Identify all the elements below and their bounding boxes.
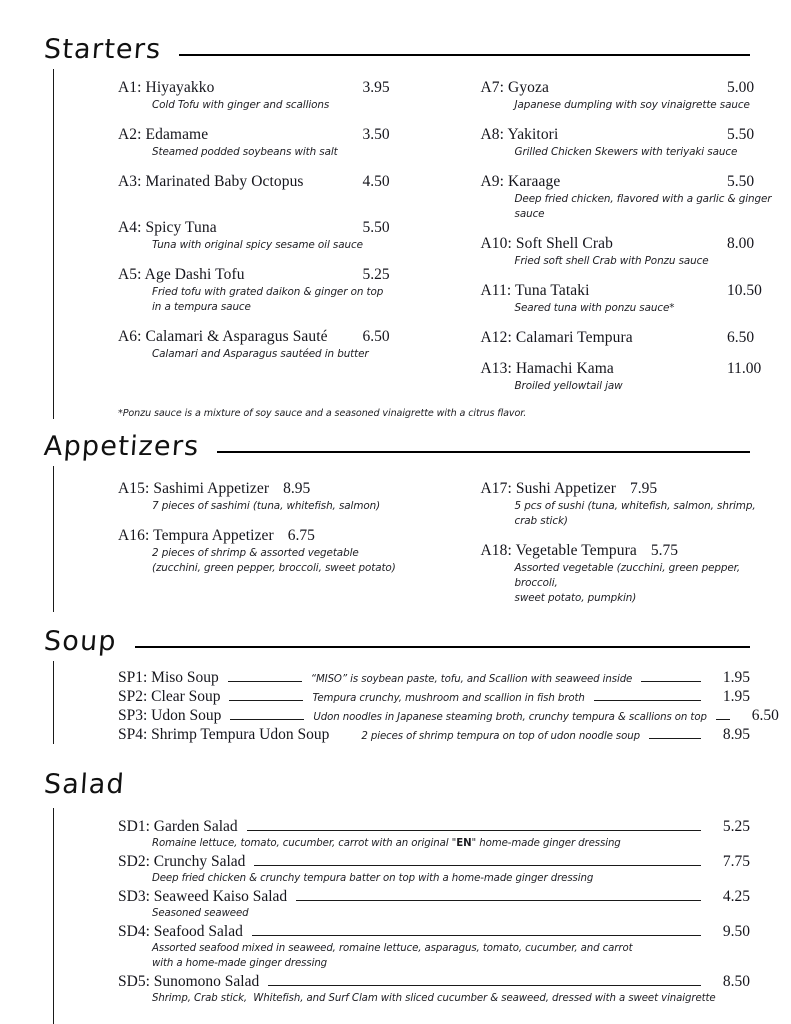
- menu-item-line: [481, 542, 774, 560]
- menu-item-price: 8.50: [722, 973, 750, 990]
- menu-item-description: “MISO” is soybean paste, tofu, and Scallion with seaweed inside: [310, 674, 633, 685]
- menu-item-description: Tuna with original spicy sesame oil sauce: [152, 239, 363, 251]
- menu-item-price: 3.50: [362, 126, 390, 143]
- menu-item-name: SD2: Crunchy Salad: [118, 853, 246, 870]
- menu-item-description: Japanese dumpling with soy vinaigrette sauce: [514, 99, 750, 111]
- section-salad: [0, 745, 791, 1024]
- menu-item-line: [118, 79, 405, 97]
- leader-line: [649, 738, 701, 739]
- menu-item-price: 7.95: [629, 480, 658, 497]
- menu-item[interactable]: [481, 542, 774, 606]
- menu-item-line: [118, 973, 750, 991]
- menu-item-line: [481, 360, 774, 378]
- leader-line: [594, 700, 701, 701]
- section-title-soup: Soup: [42, 626, 118, 657]
- menu-item-price: 4.25: [722, 888, 750, 905]
- leader-line: [247, 830, 701, 831]
- menu-item-description: Assorted vegetable (zucchini, green pepper, broccoli,: [514, 562, 741, 589]
- menu-item[interactable]: [118, 853, 750, 886]
- menu-item[interactable]: [118, 818, 750, 851]
- menu-item-price: 1.95: [722, 669, 750, 686]
- menu-item-price: 10.50: [727, 282, 762, 299]
- menu-item-line: [118, 328, 405, 346]
- menu-item-line: [481, 79, 774, 97]
- menu-item-description: sweet potato, pumpkin): [514, 592, 637, 604]
- starters-column-left: [54, 79, 423, 400]
- menu-item-description: Tempura crunchy, mushroom and scallion in fish broth: [312, 693, 585, 704]
- menu-item-line: [118, 173, 405, 191]
- menu-item-line: [118, 888, 750, 906]
- menu-item-line: [118, 266, 405, 284]
- menu-item-price: 7.75: [722, 853, 750, 870]
- menu-item-price: 8.95: [283, 480, 311, 497]
- menu-item-name: A8: Yakitori: [480, 126, 559, 143]
- menu-item-description: Fried tofu with grated daikon & ginger on top: [152, 286, 384, 298]
- menu-item[interactable]: [481, 235, 774, 269]
- menu-item-price: 6.50: [727, 329, 755, 346]
- menu-item-description: Seasoned seaweed: [152, 908, 249, 919]
- menu-item-line: [118, 527, 405, 545]
- menu-item-name: A9: Karaage: [480, 173, 561, 190]
- menu-item[interactable]: [118, 219, 405, 253]
- menu-item-description: 2 pieces of shrimp & assorted vegetable: [152, 547, 359, 559]
- menu-item-price: 11.00: [727, 360, 762, 377]
- menu-item[interactable]: [481, 79, 774, 113]
- menu-item-description: Shrimp, Crab stick, Whitefish, and Surf Clam with sliced cucumber & seaweed, dressed with a sweet vinaigrette: [152, 993, 716, 1004]
- section-body-appetizers: [53, 466, 791, 612]
- section-header-salad: [0, 771, 791, 798]
- menu-item-price: 6.75: [287, 527, 315, 544]
- menu-item-name: A4: Spicy Tuna: [118, 219, 217, 236]
- menu-item-price: 5.25: [722, 818, 750, 835]
- menu-item-price: 5.75: [650, 542, 678, 559]
- menu-item-description: (zucchini, green pepper, broccoli, sweet potato): [152, 562, 396, 574]
- menu-item-description: Romaine lettuce, tomato, cucumber, carrot with an original "EN" home-made ginger dressing: [152, 838, 621, 849]
- menu-item-line: [118, 923, 750, 941]
- menu-item-name: A6: Calamari & Asparagus Sauté: [118, 328, 328, 345]
- section-header-starters: [0, 36, 791, 63]
- menu-item-name: A10: Soft Shell Crab: [480, 235, 613, 252]
- menu-item-name: SP3: Udon Soup: [118, 707, 222, 724]
- starters-columns: [54, 69, 791, 400]
- section-title-appetizers: Appetizers: [42, 431, 201, 462]
- section-appetizers: [0, 419, 791, 612]
- menu-item-description: Assorted seafood mixed in seaweed, romaine lettuce, asparagus, tomato, cucumber, and carrot with a home-made ginger dressing: [152, 943, 633, 969]
- leader-line: [268, 985, 701, 986]
- menu-item-price: 5.25: [362, 266, 390, 283]
- section-body-salad: [53, 808, 791, 1024]
- menu-item-name: A13: Hamachi Kama: [480, 360, 614, 377]
- menu-item-description: Broiled yellowtail jaw: [514, 380, 623, 392]
- leader-line: [254, 865, 701, 866]
- section-header-appetizers: [0, 433, 791, 460]
- menu-item[interactable]: [118, 173, 405, 191]
- starters-footnote: *Ponzu sauce is a mixture of soy sauce and a seasoned vinaigrette with a citrus flavor.: [118, 408, 527, 419]
- menu-item-line: [481, 329, 774, 347]
- leader-line: [296, 900, 701, 901]
- menu-item-description: Seared tuna with ponzu sauce*: [514, 302, 675, 314]
- section-body-starters: [53, 69, 791, 419]
- menu-item-line: [481, 126, 774, 144]
- menu-item-description: Grilled Chicken Skewers with teriyaki sauce: [514, 146, 738, 158]
- starters-column-right: [423, 79, 791, 400]
- menu-item[interactable]: [481, 173, 774, 222]
- leader-line: [716, 719, 730, 720]
- soup-rows: [54, 661, 791, 744]
- section-title-starters: Starters: [42, 34, 163, 65]
- menu-item[interactable]: [118, 126, 405, 160]
- menu-item-name: A17: Sushi Appetizer: [480, 480, 616, 497]
- section-rule-appetizers: [217, 451, 750, 453]
- menu-item[interactable]: [118, 527, 405, 576]
- menu-item[interactable]: [481, 360, 774, 394]
- leader-line: [228, 681, 302, 682]
- menu-item-description: 5 pcs of sushi (tuna, whitefish, salmon, shrimp, crab stick): [514, 500, 756, 527]
- menu-item[interactable]: [118, 266, 405, 315]
- appetizers-columns: [54, 466, 791, 612]
- menu-item[interactable]: [118, 328, 405, 362]
- menu-item-price: 6.50: [751, 707, 779, 724]
- section-rule-starters: [179, 54, 750, 56]
- menu-item-price: 8.95: [722, 726, 750, 743]
- menu-item-line: [118, 853, 750, 871]
- menu-item-name: A1: Hiyayakko: [118, 79, 215, 96]
- menu-item[interactable]: [118, 973, 750, 1006]
- menu-item-name: SP1: Miso Soup: [118, 669, 219, 686]
- menu-item-name: A3: Marinated Baby Octopus: [118, 173, 304, 190]
- menu-item-price: 3.95: [362, 79, 390, 96]
- menu-item-price: 6.50: [362, 328, 390, 345]
- menu-item[interactable]: [118, 888, 750, 921]
- menu-item-price: 4.50: [362, 173, 390, 190]
- menu-item-line: [118, 818, 750, 836]
- menu-item-name: SP2: Clear Soup: [118, 688, 221, 705]
- menu-item-name: SD3: Seaweed Kaiso Salad: [118, 888, 288, 905]
- menu-item-line: [118, 126, 405, 144]
- menu-item-name: SD4: Seafood Salad: [118, 923, 243, 940]
- menu-item-description: 2 pieces of shrimp tempura on top of udon noodle soup: [361, 731, 640, 742]
- menu-item-description: 7 pieces of sashimi (tuna, whitefish, salmon): [152, 500, 381, 512]
- menu-item-description: Cold Tofu with ginger and scallions: [152, 99, 330, 111]
- menu-item-price: 5.50: [727, 126, 755, 143]
- leader-line: [252, 935, 701, 936]
- menu-item[interactable]: [118, 669, 750, 687]
- section-starters: [0, 0, 791, 419]
- section-header-soup: [0, 628, 791, 655]
- section-soup: [0, 612, 791, 744]
- menu-item[interactable]: [118, 480, 405, 514]
- menu-item-price: 9.50: [722, 923, 750, 940]
- menu-item-name: A18: Vegetable Tempura: [480, 542, 637, 559]
- menu-item-name: A5: Age Dashi Tofu: [118, 266, 245, 283]
- section-title-salad: Salad: [42, 769, 126, 800]
- menu-item-price: 5.50: [362, 219, 390, 236]
- menu-item[interactable]: [481, 282, 774, 316]
- menu-item-line: [118, 480, 405, 498]
- menu-item[interactable]: [118, 923, 750, 971]
- menu-item[interactable]: [481, 480, 774, 529]
- menu-item-name: A12: Calamari Tempura: [480, 329, 633, 346]
- appetizers-column-left: [54, 480, 423, 612]
- appetizers-column-right: [423, 480, 791, 612]
- menu-item-price: 8.00: [727, 235, 755, 252]
- menu-item[interactable]: [481, 126, 774, 160]
- menu-item-line: [481, 480, 774, 498]
- menu-item-name: A2: Edamame: [118, 126, 209, 143]
- leader-line: [229, 700, 303, 701]
- menu-item[interactable]: [118, 707, 779, 725]
- menu-item-name: A7: Gyoza: [480, 79, 549, 96]
- menu-item-name: SD1: Garden Salad: [118, 818, 238, 835]
- menu-item-description: Udon noodles in Japanese steaming broth, crunchy tempura & scallions on top: [313, 712, 707, 723]
- menu-item-line: [118, 219, 405, 237]
- menu-item-line: [481, 235, 774, 253]
- menu-item-description: in a tempura sauce: [152, 301, 251, 313]
- menu-item-description: Deep fried chicken & crunchy tempura batter on top with a home-made ginger dressing: [152, 873, 594, 884]
- menu-item-line: [481, 282, 774, 300]
- menu-item-price: 1.95: [722, 688, 750, 705]
- menu-item-description: Calamari and Asparagus sautéed in butter: [152, 348, 369, 360]
- leader-line: [641, 681, 701, 682]
- menu-item-description: Steamed podded soybeans with salt: [152, 146, 338, 158]
- salad-rows: [54, 808, 791, 1006]
- menu-item-name: A11: Tuna Tataki: [480, 282, 590, 299]
- menu-item-price: 5.50: [727, 173, 755, 190]
- leader-line: [230, 719, 304, 720]
- menu-item-price: 5.00: [727, 79, 755, 96]
- menu-item-name: A15: Sashimi Appetizer: [118, 480, 270, 497]
- menu-item-name: SD5: Sunomono Salad: [118, 973, 260, 990]
- menu-item[interactable]: [481, 329, 774, 347]
- menu-item-line: [481, 173, 774, 191]
- menu-item[interactable]: [118, 688, 750, 706]
- section-body-soup: [53, 661, 791, 744]
- menu-item[interactable]: [118, 79, 405, 113]
- section-rule-soup: [135, 646, 750, 648]
- menu-item-name: SP4: Shrimp Tempura Udon Soup: [118, 726, 330, 743]
- menu-item-name: A16: Tempura Appetizer: [118, 527, 274, 544]
- menu-item[interactable]: [118, 726, 750, 744]
- menu-item-description: Deep fried chicken, flavored with a garlic & ginger sauce: [514, 193, 772, 220]
- menu-item-description: Fried soft shell Crab with Ponzu sauce: [514, 255, 709, 267]
